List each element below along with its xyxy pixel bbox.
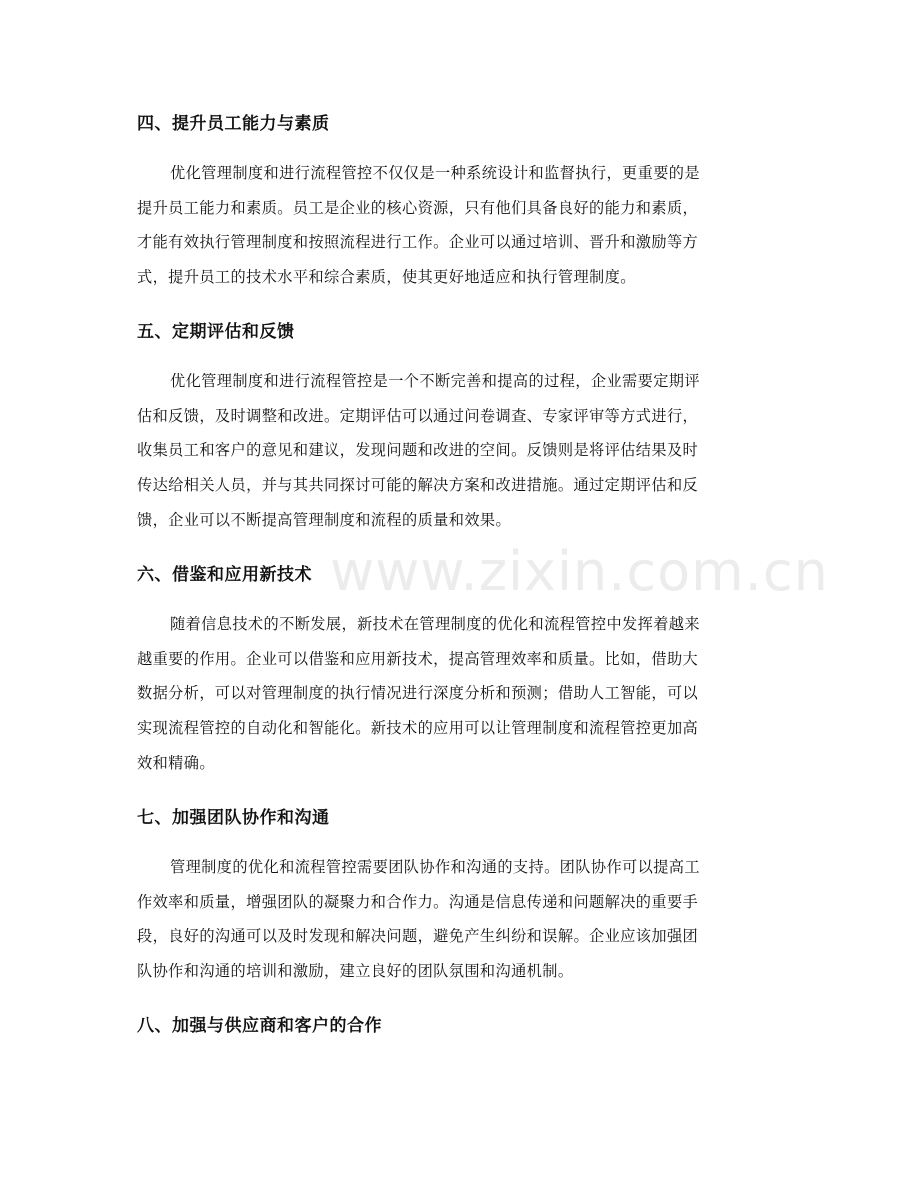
paragraph-line: 管理制度的优化和流程管控需要团队协作和沟通的支持。团队协作可以提高工 <box>170 858 700 876</box>
section-heading-7: 七、加强团队协作和沟通 <box>137 808 330 828</box>
paragraph-line: 随着信息技术的不断发展，新技术在管理制度的优化和流程管控中发挥着越来 <box>170 615 700 633</box>
section-heading-6: 六、借鉴和应用新技术 <box>137 565 312 585</box>
paragraph-line: 越重要的作用。企业可以借鉴和应用新技术，提高管理效率和质量。比如，借助大 <box>137 649 699 668</box>
paragraph-line: 优化管理制度和进行流程管控是一个不断完善和提高的过程，企业需要定期评 <box>170 372 700 390</box>
paragraph-line: 式，提升员工的技术水平和综合素质，使其更好地适应和执行管理制度。 <box>137 268 636 287</box>
section-paragraph-4 <box>137 156 797 295</box>
paragraph-line: 估和反馈，及时调整和改进。定期评估可以通过问卷调查、专家评审等方式进行， <box>137 406 699 425</box>
section-heading-5: 五、定期评估和反馈 <box>137 322 295 342</box>
paragraph-line: 效和精确。 <box>137 753 215 772</box>
paragraph-line: 优化管理制度和进行流程管控不仅仅是一种系统设计和监督执行，更重要的是 <box>170 164 700 182</box>
paragraph-line: 实现流程管控的自动化和智能化。新技术的应用可以让管理制度和流程管控更加高 <box>137 719 699 738</box>
watermark: www.zixin.com.cn <box>330 540 829 603</box>
paragraph-line: 才能有效执行管理制度和按照流程进行工作。企业可以通过培训、晋升和激励等方 <box>137 233 699 252</box>
paragraph-line: 提升员工能力和素质。员工是企业的核心资源，只有他们具备良好的能力和素质， <box>137 198 699 217</box>
section-heading-8: 八、加强与供应商和客户的合作 <box>137 1016 382 1036</box>
section-paragraph-6 <box>137 607 797 781</box>
paragraph-line: 段，良好的沟通可以及时发现和解决问题，避免产生纠纷和误解。企业应该加强团 <box>137 927 699 946</box>
paragraph-line: 队协作和沟通的培训和激励，建立良好的团队氛围和沟通机制。 <box>137 962 574 981</box>
paragraph-line: 数据分析，可以对管理制度的执行情况进行深度分析和预测；借助人工智能，可以 <box>137 684 699 703</box>
section-paragraph-7 <box>137 850 797 989</box>
paragraph-line: 作效率和质量，增强团队的凝聚力和合作力。沟通是信息传递和问题解决的重要手 <box>137 892 699 911</box>
paragraph-line: 传达给相关人员，并与其共同探讨可能的解决方案和改进措施。通过定期评估和反 <box>137 476 699 495</box>
section-heading-4: 四、提升员工能力与素质 <box>137 114 330 134</box>
paragraph-line: 收集员工和客户的意见和建议，发现问题和改进的空间。反馈则是将评估结果及时 <box>137 441 699 460</box>
section-paragraph-5 <box>137 364 797 538</box>
paragraph-line: 馈，企业可以不断提高管理制度和流程的质量和效果。 <box>137 510 512 529</box>
